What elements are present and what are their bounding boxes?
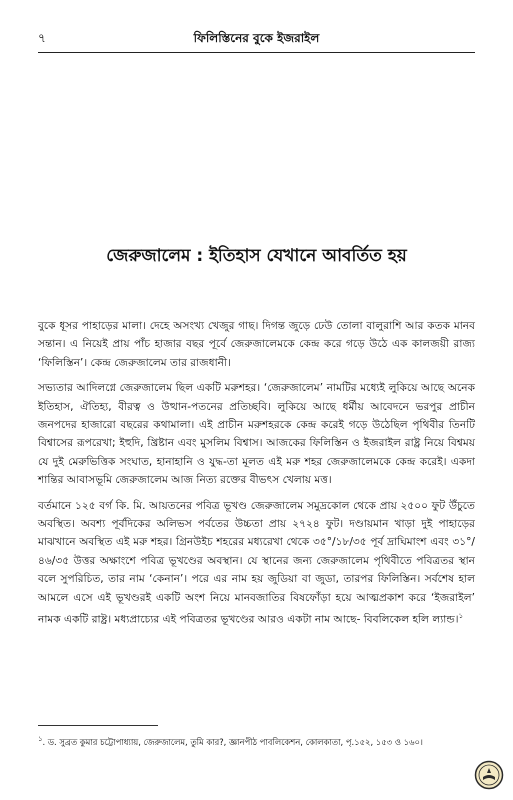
chapter-title: জেরুজালেম : ইতিহাস যেখানে আবর্তিত হয় [106,246,407,266]
paragraph-1: বুকে ধূসর পাহাড়ের মালা। দেহে অসংখ্য খেজুর গাছ। দিগন্ত জুড়ে ঢেউ তোলা বালুরাশি আর কতক মানব সন্তান। এ নিয়েই প্রায় পাঁচ হাজার বছর পূর্বে জেরুজালেমকে কেন্দ্র করে গড়ে উঠে এক কালজয়ী রাজ্য ‘ফিলিস্তিন’। কেন্দ্র জেরুজালেম তার রাজধানী। [38,320,475,369]
paragraph-3-text: বর্তমানে ১২৫ বর্গ কি. মি. আয়তনের পবিত্র ভূখণ্ড জেরুজালেম সমুদ্রকোল থেকে প্রায় ২৫০০ ফুট উঁচুতে অবস্থিত। অবশ্য পূর্বদিকের অলিভস পর্বতের উচ্চতা প্রায় ২৭২৪ ফুট। দণ্ডায়মান খাড়া দুই পাহাড়ের মাঝখানে অবস্থিত এই মরু শহর। গ্রিনউইচ শহরের মধ্যরেখা থেকে ৩৫°/১৮/৩৫ পূর্ব দ্রাঘিমাংশ এবং ৩১°/৪৬/৩৫ উত্তর অক্ষাংশে পবিত্র ভূখণ্ডের অবস্থান। যে স্থানের জন্য জেরুজালেম পৃথিবীতে পবিত্রতর স্থান বলে সুপরিচিত, তার নাম ‘কেনান’। পরে এর নাম হয় জুডিয়া বা জুডা, তারপর ফিলিস্তিন। সর্বশেষ হাল আমলে এসে এই ভূখণ্ডরই একটি অংশ নিয়ে মানবজাতির বিষফোঁড়া হয়ে আত্মপ্রকাশ করে ‘ইজরাইল’ নামক একটি রাষ্ট্র। মধ্যপ্রাচ্যের এই পবিত্রতর ভূখণ্ডের আরও একটা নাম আছে- বিবলিকেল হলি ল্যান্ড। [38,499,475,626]
footnote [38,733,453,748]
paragraph-2: সভ্যতার আদিলগ্নে জেরুজালেম ছিল একটি মরুশহর। ‘জেরুজালেম’ নামটির মধ্যেই লুকিয়ে আছে অনেক ইতিহাস, ঐতিহ্য, বীরত্ব ও উত্থান-পতনের প্রতিচ্ছবি। লুকিয়ে আছে ধর্মীয় আবেদনে ভরপুর প্রাচীন জনপদের হাজারো বছরের কথামালা। এই প্রাচীন মরুশহরকে কেন্দ্র করেই গড়ে উঠেছিল পৃথিবীর তিনটি বিশ্বাসের রূপরেখা; ইহুদি, খ্রিষ্টান এবং মুসলিম বিশ্বাস। আজকের ফিলিস্তিন ও ইজরাইল রাষ্ট্র নিয়ে বিশ্বময় যে দুই মেরুভিত্তিক সংঘাত, হানাহানি ও যুদ্ধ-তা মূলত এই মরু শহর জেরুজালেমকে কেন্দ্র করেই। একদা শান্তির আবাসভূমি জেরুজালেম আজ নিত্য রক্তের বীভৎস খেলায় মত্ত। [38,382,475,487]
paragraph-3 [38,497,475,629]
footnote-divider [38,725,158,726]
running-title: ফিলিস্তিনের বুকে ইজরাইল [193,31,320,45]
page-number: ৭ [38,31,46,45]
page-header [38,30,475,53]
publisher-logo-icon [474,760,504,790]
body-text [38,317,475,636]
footnote-text: . ড. সুব্রত কুমার চট্টোপাধ্যায়, জেরুজালেম, তুমি কার?, জ্ঞানপীঠ পাবলিকেশন, কোলকাতা, পৃ.১৫২, ১৫৩ ও ১৬০। [42,736,423,747]
footnote-reference[interactable]: ১ [458,612,464,621]
footnote-marker: ১ [38,735,43,743]
